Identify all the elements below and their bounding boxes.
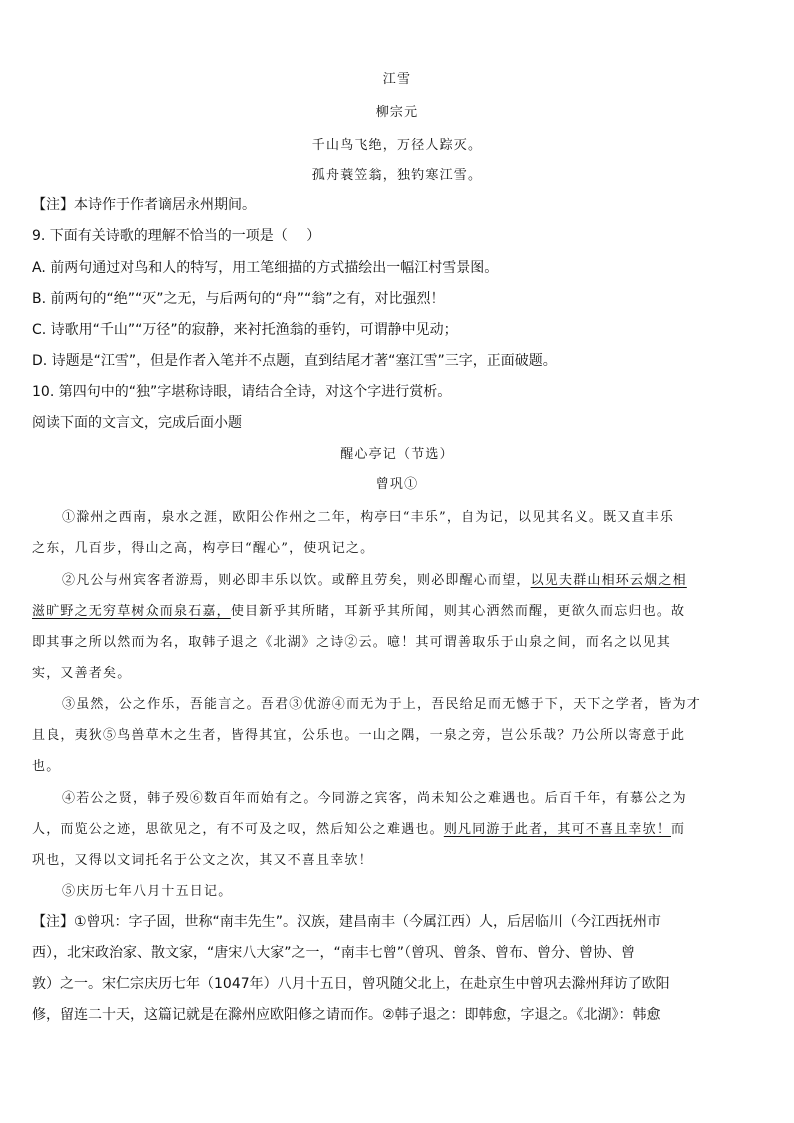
- poem-title: 江雪: [382, 72, 412, 87]
- paragraph-1-line-1: ①滁州之西南，泉水之涯，欧阳公作州之二年，构亭曰“丰乐”，自为记，以见其名义。既又直丰乐: [62, 510, 675, 525]
- poem-note: 【注】本诗作于作者谪居永州期间。: [32, 197, 256, 213]
- reading-instruction: 阅读下面的文言文，完成后面小题: [32, 415, 242, 431]
- poem-author: 柳宗元: [375, 105, 419, 120]
- question-9-option-b: B. 前两句的“绝”“灭”之无，与后两句的“舟”“翁”之有，对比强烈！: [32, 291, 445, 307]
- question-10: 10. 第四句中的“独”字堪称诗眼，请结合全诗，对这个字进行赏析。: [32, 384, 452, 400]
- essay-author: 曾巩①: [375, 477, 419, 492]
- footnote-line-3: 敦）之一。宋仁宗庆历七年（1047年）八月十五日，曾巩随父北上，在赴京生中曾巩去滁州拜访了欧阳: [32, 976, 670, 992]
- paragraph-2-line-1-text: ②凡公与州宾客者游焉，则必即丰乐以饮。或醉且劳矣，则必即醒心而望，: [62, 573, 531, 588]
- paragraph-2-line-1: [62, 569, 687, 588]
- question-9-option-a: A. 前两句通过对鸟和人的特写，用工笔细描的方式描绘出一幅江村雪景图。: [32, 260, 499, 276]
- paragraph-5: ⑤庆历七年八月十五日记。: [62, 884, 233, 899]
- question-9-option-d: D. 诗题是“江雪”，但是作者入笔并不点题，直到结尾才著“塞江雪”三字，正面破题。: [32, 353, 557, 369]
- footnote-line-2: 西），北宋政治家、散文家，“唐宋八大家”之一，“南丰七曾”（曾巩、曾条、曾布、曾分、曾协、曾: [32, 945, 636, 961]
- paragraph-4-line-2: [32, 818, 685, 837]
- paragraph-3-line-1: ③虽然，公之作乐，吾能言之。吾君③优游④而无为于上，吾民给足而无憾于下，天下之学者，皆为才: [62, 697, 702, 712]
- paragraph-4-line-2-text: 人，而览公之迹，思欲见之，有不可及之叹，然后知公之难遇也。: [32, 822, 444, 837]
- paragraph-4-line-2-tail: 而: [671, 822, 686, 837]
- paragraph-2-line-3: 即其事之所以然而为名，取韩子退之《北湖》之诗②云。噫！其可谓善取乐于山泉之间，而名之以见其: [32, 635, 672, 650]
- underlined-sentence-2: 则凡同游于此者，其可不喜且幸欤！: [443, 822, 672, 837]
- underlined-sentence-1b: 滋旷野之无穷草树众而泉石嘉，: [32, 604, 231, 619]
- poem-line-1: 千山鸟飞绝，万径人踪灭。: [311, 138, 483, 153]
- paragraph-2-line-4: 实，又善者矣。: [32, 666, 132, 681]
- paragraph-4-line-1: ④若公之贤，韩子殁⑥数百年而始有之。今同游之宾客，尚未知公之难遇也。后百千年，有慕公之为: [62, 791, 687, 806]
- paragraph-2-line-2-text: 使目新乎其所睹，耳新乎其所闻，则其心洒然而醒，更欲久而忘归也。故: [230, 604, 686, 619]
- paragraph-2-line-2: [32, 600, 685, 619]
- paragraph-4-line-3: 巩也，又得以文词托名于公文之次，其又不喜且幸欤！: [32, 853, 373, 868]
- poem-line-2: 孤舟蓑笠翁，独钓寒江雪。: [311, 168, 483, 183]
- question-9-stem: 9. 下面有关诗歌的理解不恰当的一项是（ ）: [32, 228, 321, 244]
- essay-title: 醒心亭记（节选）: [340, 447, 454, 462]
- underlined-sentence-1a: 以见夫群山相环云烟之相: [530, 573, 687, 588]
- paragraph-3-line-3: 也。: [32, 759, 61, 774]
- paragraph-1-line-2: 之东，几百步，得山之高，构亭曰“醒心”，使巩记之。: [32, 541, 375, 556]
- footnote-line-1: 【注】①曾巩：字子固，世称“南丰先生”。汉族，建昌南丰（今属江西）人，后居临川（今江西抚州市: [32, 914, 662, 930]
- question-9-option-c: C. 诗歌用“千山”“万径”的寂静，来衬托渔翁的垂钓，可谓静中见动；: [32, 322, 458, 338]
- paragraph-3-line-2: 且良，夷狄⑤鸟兽草木之生者，皆得其宜，公乐也。一山之隅，一泉之旁，岂公乐哉？乃公所以寄意于此: [32, 728, 686, 743]
- footnote-line-4: 修，留连二十天，这篇记就是在滁州应欧阳修之请而作。②韩子退之：即韩愈，字退之。《北湖》：韩愈: [32, 1007, 661, 1023]
